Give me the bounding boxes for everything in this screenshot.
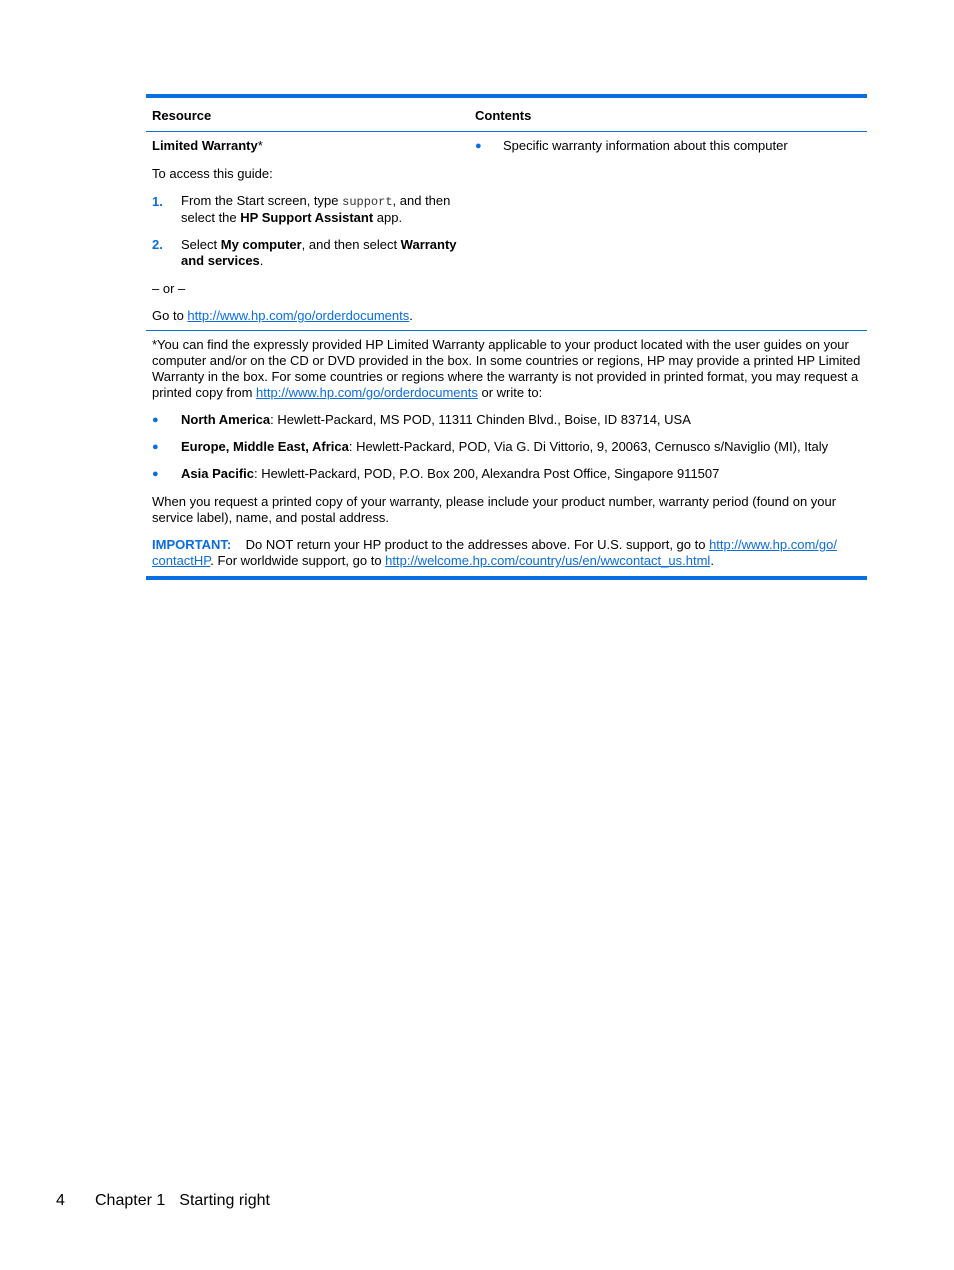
bullet-icon: ● bbox=[475, 140, 482, 152]
bullet-icon: ● bbox=[152, 468, 159, 480]
contacthp-link-part-2[interactable]: contactHP bbox=[152, 553, 211, 568]
contacthp-link-part-1[interactable]: http://www.hp.com/go/ bbox=[709, 537, 837, 552]
contents-item: Specific warranty information about this computer bbox=[503, 138, 788, 153]
note-line-2: computer and/or on the CD or DVD provided in the box. In some countries or regions, HP may provide a printed HP Limited bbox=[152, 353, 861, 368]
table-note-row bbox=[146, 331, 867, 576]
request-line-2: service label), name, and postal address. bbox=[152, 510, 390, 525]
note-line-4: printed copy from http://www.hp.com/go/orderdocuments or write to: bbox=[152, 385, 543, 400]
bullet-icon: ● bbox=[152, 414, 159, 426]
step-1-number: 1. bbox=[152, 194, 163, 209]
wwcontact-link[interactable]: http://welcome.hp.com/country/us/en/wwcontact_us.html bbox=[385, 553, 711, 568]
table-bottom-rule bbox=[146, 576, 867, 580]
header-contents: Contents bbox=[475, 108, 532, 123]
page-number: 4 bbox=[56, 1192, 65, 1209]
note-line-3: Warranty in the box. For some countries or regions where the warranty is not provided in printed format, you may request a bbox=[152, 369, 859, 384]
important-label: IMPORTANT: bbox=[152, 537, 232, 552]
request-line-1: When you request a printed copy of your warranty, please include your product number, warranty period (found on your bbox=[152, 494, 837, 509]
important-line-2: contactHP. For worldwide support, go to http://welcome.hp.com/country/us/en/wwcontact_us.html. bbox=[152, 553, 714, 568]
address-north-america: North America: Hewlett-Packard, MS POD, 11311 Chinden Blvd., Boise, ID 83714, USA bbox=[181, 412, 691, 427]
step-1-line-2: select the HP Support Assistant app. bbox=[181, 210, 403, 225]
orderdocuments-link[interactable]: http://www.hp.com/go/orderdocuments bbox=[187, 308, 410, 323]
table-header-row bbox=[146, 98, 867, 131]
goto-line: Go to http://www.hp.com/go/orderdocuments. bbox=[152, 308, 413, 323]
warranty-resource-table bbox=[146, 94, 867, 580]
step-2-line-1: Select My computer, and then select Warranty bbox=[181, 237, 457, 252]
orderdocuments-link-2[interactable]: http://www.hp.com/go/orderdocuments bbox=[256, 385, 478, 400]
step-1-line-1: From the Start screen, type support, and then bbox=[181, 193, 451, 209]
chapter-title: Starting right bbox=[179, 1192, 270, 1209]
address-asia-pacific: Asia Pacific: Hewlett-Packard, POD, P.O. Box 200, Alexandra Post Office, Singapore 911507 bbox=[181, 466, 720, 481]
bullet-icon: ● bbox=[152, 441, 159, 453]
access-intro: To access this guide: bbox=[152, 166, 273, 181]
chapter-label: Chapter 1 bbox=[95, 1192, 166, 1209]
support-code: support bbox=[342, 195, 393, 209]
step-2-line-2: and services. bbox=[181, 253, 264, 268]
resource-title: Limited Warranty* bbox=[152, 138, 263, 153]
step-2-number: 2. bbox=[152, 237, 163, 252]
table-row-limited-warranty bbox=[146, 132, 867, 330]
header-resource: Resource bbox=[152, 108, 212, 123]
page-footer bbox=[56, 1192, 270, 1210]
important-line-1: IMPORTANT: Do NOT return your HP product to the addresses above. For U.S. support, go to http://www.hp.com/go/ bbox=[152, 537, 837, 552]
or-separator: – or – bbox=[152, 281, 186, 296]
address-emea: Europe, Middle East, Africa: Hewlett-Packard, POD, Via G. Di Vittorio, 9, 20063, Cernusco s/Naviglio (MI), Italy bbox=[181, 439, 829, 454]
note-line-1: *You can find the expressly provided HP Limited Warranty applicable to your product located with the user guides on your bbox=[152, 337, 849, 352]
